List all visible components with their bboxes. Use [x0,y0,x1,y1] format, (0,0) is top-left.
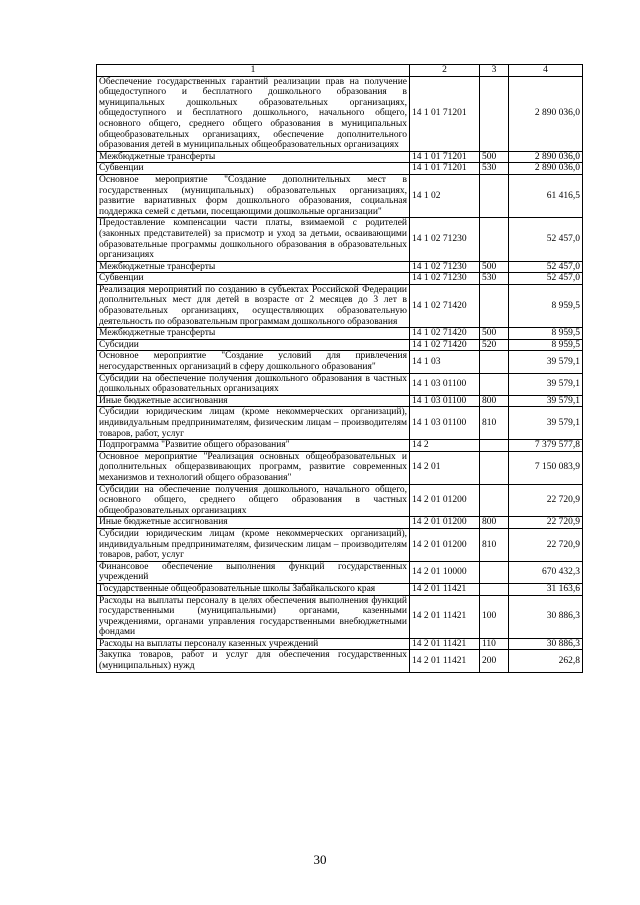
row-code-cell: 14 1 01 71201 [410,76,480,151]
row-sum-cell: 30 886,3 [509,595,583,638]
row-type-cell [480,76,509,151]
row-type-cell: 810 [480,407,509,440]
row-type-cell [480,440,509,452]
row-type-cell [480,583,509,595]
row-sum-cell: 2 890 036,0 [509,76,583,151]
row-code-cell: 14 1 02 71420 [410,284,480,327]
row-sum-cell: 2 890 036,0 [509,163,583,175]
row-sum-cell: 22 720,9 [509,528,583,561]
row-sum-cell: 2 890 036,0 [509,151,583,163]
row-sum-cell: 39 579,1 [509,351,583,373]
page-number: 30 [313,852,327,867]
row-type-cell: 530 [480,163,509,175]
row-type-cell: 800 [480,395,509,407]
row-name-cell: Субсидии [97,339,410,351]
row-type-cell: 500 [480,261,509,273]
row-name-cell: Реализация мероприятий по созданию в субъектах Российской Федерации дополнительных мест для детей в возрасте от 2 месяцев до 3 лет в образовательных организациях, осуществляющих образовательную деятельность по образовательным программам дошкольного образования [97,284,410,327]
row-sum-cell: 7 150 083,9 [509,451,583,484]
row-code-cell: 14 1 02 71230 [410,273,480,285]
row-code-cell: 14 1 03 [410,351,480,373]
header-cell-code: 2 [410,65,480,77]
row-type-cell [480,561,509,583]
table-row [97,517,583,529]
table-row [97,583,583,595]
row-code-cell: 14 1 02 71230 [410,218,480,261]
row-name-cell: Субвенции [97,163,410,175]
row-name-cell: Государственные общеобразовательные школы Забайкальского края [97,583,410,595]
header-cell-sum: 4 [509,65,583,77]
row-code-cell: 14 1 01 71201 [410,151,480,163]
row-sum-cell: 8 959,5 [509,328,583,340]
row-sum-cell: 8 959,5 [509,339,583,351]
row-name-cell: Межбюджетные трансферты [97,151,410,163]
table-row [97,451,583,484]
table-row [97,174,583,217]
table-row [97,373,583,395]
row-sum-cell: 52 457,0 [509,273,583,285]
row-type-cell: 500 [480,328,509,340]
row-name-cell: Субвенции [97,273,410,285]
row-name-cell: Субсидии на обеспечение получения дошкольного образования в частных дошкольных образовательных организациях [97,373,410,395]
row-code-cell: 14 2 01 01200 [410,517,480,529]
row-sum-cell: 30 886,3 [509,638,583,650]
header-row [97,65,583,77]
row-code-cell: 14 1 03 01100 [410,395,480,407]
row-sum-cell: 22 720,9 [509,517,583,529]
table-row [97,595,583,638]
table-row [97,273,583,285]
row-name-cell: Основное мероприятие "Создание условий для привлечения негосударственных организаций в сферу дошкольного образования" [97,351,410,373]
row-type-cell [480,174,509,217]
row-code-cell: 14 2 01 11421 [410,638,480,650]
header-cell-name: 1 [97,65,410,77]
table-row [97,76,583,151]
row-sum-cell: 262,8 [509,650,583,672]
table-row [97,163,583,175]
table-row [97,328,583,340]
row-code-cell: 14 1 01 71201 [410,163,480,175]
row-name-cell: Предоставление компенсации части платы, взимаемой с родителей (законных представителей) за присмотр и уход за детьми, осваивающими образовательные программы дошкольного образования в образовательных организациях [97,218,410,261]
row-type-cell: 530 [480,273,509,285]
row-code-cell: 14 2 [410,440,480,452]
row-code-cell: 14 1 02 [410,174,480,217]
row-type-cell [480,351,509,373]
row-name-cell: Межбюджетные трансферты [97,261,410,273]
row-type-cell: 500 [480,151,509,163]
row-sum-cell: 52 457,0 [509,261,583,273]
row-name-cell: Субсидии на обеспечение получения дошкольного, начального общего, основного общего, среднего общего образования в частных общеобразовательных организациях [97,484,410,517]
row-type-cell [480,284,509,327]
table-row [97,261,583,273]
table-row [97,218,583,261]
table-row [97,407,583,440]
table-row [97,339,583,351]
row-name-cell: Расходы на выплаты персоналу казенных учреждений [97,638,410,650]
table-row [97,395,583,407]
table-row [97,351,583,373]
table-row [97,440,583,452]
row-name-cell: Закупка товаров, работ и услуг для обеспечения государственных (муниципальных) нужд [97,650,410,672]
row-sum-cell: 39 579,1 [509,373,583,395]
table-row [97,284,583,327]
row-code-cell: 14 2 01 11421 [410,650,480,672]
row-sum-cell: 39 579,1 [509,395,583,407]
row-type-cell [480,218,509,261]
row-name-cell: Межбюджетные трансферты [97,328,410,340]
budget-table [96,64,583,673]
row-sum-cell: 31 163,6 [509,583,583,595]
row-type-cell: 110 [480,638,509,650]
row-sum-cell: 52 457,0 [509,218,583,261]
row-sum-cell: 8 959,5 [509,284,583,327]
row-code-cell: 14 2 01 [410,451,480,484]
row-code-cell: 14 2 01 11421 [410,583,480,595]
table-row [97,151,583,163]
row-sum-cell: 7 379 577,8 [509,440,583,452]
row-type-cell: 520 [480,339,509,351]
table-row [97,484,583,517]
header-cell-type: 3 [480,65,509,77]
table-row [97,638,583,650]
row-type-cell [480,484,509,517]
row-type-cell: 200 [480,650,509,672]
row-name-cell: Расходы на выплаты персоналу в целях обеспечения выполнения функций государственными (муниципальными) органами, казенными учреждениями, органами управления государственными внебюджетными фондами [97,595,410,638]
row-code-cell: 14 1 03 01100 [410,373,480,395]
row-sum-cell: 670 432,3 [509,561,583,583]
row-name-cell: Финансовое обеспечение выполнения функций государственных учреждений [97,561,410,583]
row-name-cell: Основное мероприятие "Создание дополнительных мест в государственных (муниципальных) образовательных организациях, развитие вариативных форм дошкольного образования, социальная поддержка семей с детьми, посещающими дошкольные организации" [97,174,410,217]
row-code-cell: 14 1 02 71230 [410,261,480,273]
row-code-cell: 14 1 02 71420 [410,339,480,351]
row-code-cell: 14 2 01 10000 [410,561,480,583]
row-name-cell: Подпрограмма "Развитие общего образования" [97,440,410,452]
row-code-cell: 14 1 02 71420 [410,328,480,340]
row-type-cell [480,451,509,484]
table-row [97,650,583,672]
row-code-cell: 14 2 01 01200 [410,484,480,517]
table-row [97,561,583,583]
row-sum-cell: 39 579,1 [509,407,583,440]
row-type-cell: 100 [480,595,509,638]
row-name-cell: Субсидии юридическим лицам (кроме некоммерческих организаций), индивидуальным предпринимателям, физическим лицам – производителям товаров, работ, услуг [97,528,410,561]
row-type-cell: 800 [480,517,509,529]
row-name-cell: Обеспечение государственных гарантий реализации прав на получение общедоступного и бесплатного дошкольного образования в муниципальных дошкольных образовательных организациях, общедоступного и бесплатного дошкольного, начального общего, основного общего, среднего общего образования в муниципальных общеобразовательных организациях, обеспечение дополнительного образования детей в муниципальных общеобразовательных организациях [97,76,410,151]
row-sum-cell: 22 720,9 [509,484,583,517]
table-row [97,528,583,561]
row-name-cell: Иные бюджетные ассигнования [97,517,410,529]
row-code-cell: 14 2 01 01200 [410,528,480,561]
row-code-cell: 14 2 01 11421 [410,595,480,638]
row-type-cell: 810 [480,528,509,561]
row-type-cell [480,373,509,395]
row-code-cell: 14 1 03 01100 [410,407,480,440]
row-name-cell: Иные бюджетные ассигнования [97,395,410,407]
row-name-cell: Субсидии юридическим лицам (кроме некоммерческих организаций), индивидуальным предпринимателям, физическим лицам – производителям товаров, работ, услуг [97,407,410,440]
table-body [97,76,583,672]
row-sum-cell: 61 416,5 [509,174,583,217]
row-name-cell: Основное мероприятие "Реализация основных общеобразовательных и дополнительных общеразвивающих программ, развитие современных механизмов и технологий общего образования" [97,451,410,484]
